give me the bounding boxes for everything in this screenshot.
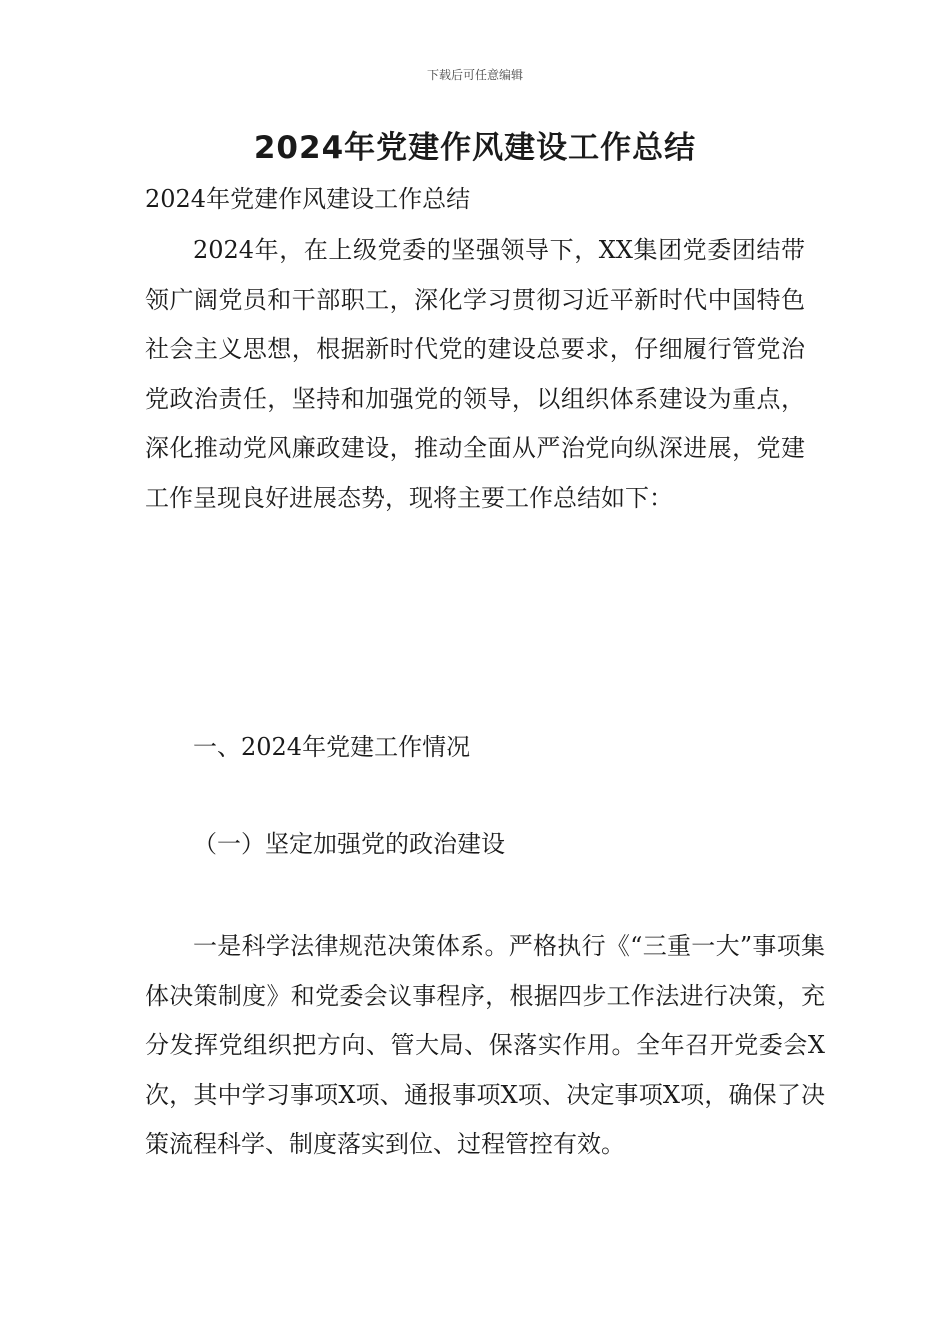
document-title: 2024年党建作风建设工作总结 — [253, 130, 697, 166]
page-header-note: 下载后可任意编辑 — [426, 68, 523, 82]
section-heading: 一、2024年党建工作情况 — [193, 733, 471, 761]
sub-section-heading: （一）坚定加强党的政治建设 — [193, 830, 505, 858]
intro-paragraph: 2024年，在上级党委的坚强领导下，XX集团党委团结带领广阔党员和干部职工，深化学习贯彻习近平新时代中国特色社会主义思想，根据新时代党的建设总要求，仔细履行管党治党政治责任，坚持和加强党的领导，以组织体系建设为重点，深化推动党风廉政建设，推动全面从严治党向纵深进展，党建工作呈现良好进展态势，现将主要工作总结如下： — [145, 236, 805, 512]
document-subtitle: 2024年党建作风建设工作总结 — [145, 185, 471, 213]
section-paragraph: 一是科学法律规范决策体系。严格执行《“三重一大”事项集体决策制度》和党委会议事程序，根据四步工作法进行决策，充分发挥党组织把方向、管大局、保落实作用。全年召开党委会X次，其中学习事项X项、通报事项X项、决定事项X项，确保了决策流程科学、制度落实到位、过程管控有效。 — [145, 932, 825, 1158]
